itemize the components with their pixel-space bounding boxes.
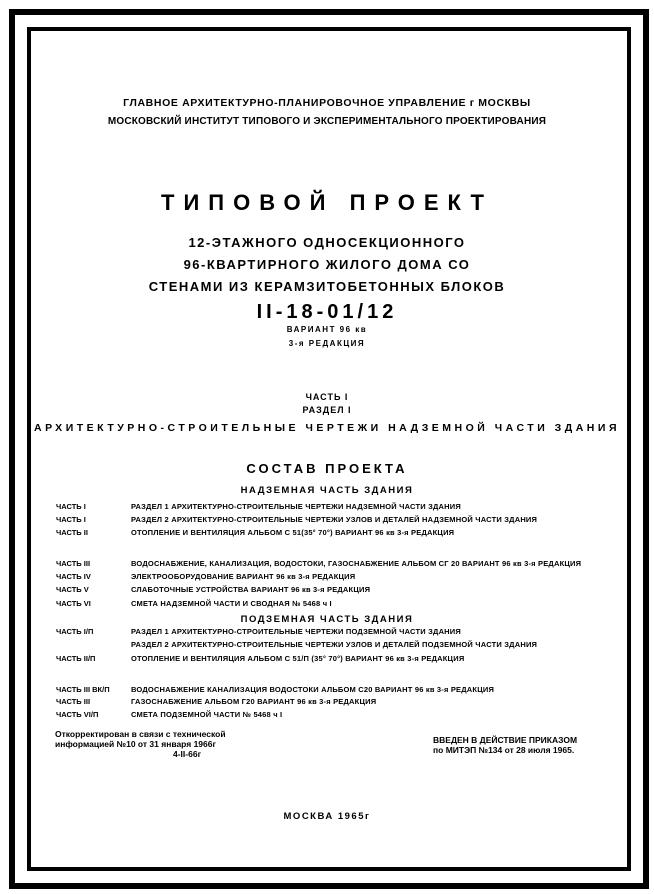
title-sub-2: 96-КВАРТИРНОГО ЖИЛОГО ДОМА СО: [183, 257, 471, 272]
above-ground-title: НАДЗЕМНАЯ ЧАСТЬ ЗДАНИЯ: [240, 485, 414, 496]
composition-row-text: РАЗДЕЛ 2 АРХИТЕКТУРНО-СТРОИТЕЛЬНЫЕ ЧЕРТЕЖИ УЗЛОВ И ДЕТАЛЕЙ НАДЗЕМНОЙ ЧАСТИ ЗДАНИЯ: [131, 515, 538, 524]
correction-note-line-2: информацией №10 от 31 января 1966г: [55, 738, 217, 749]
project-code: II-18-01/12: [256, 301, 398, 323]
composition-row-text: СМЕТА НАДЗЕМНОЙ ЧАСТИ И СВОДНАЯ № 5468 ч I: [131, 599, 332, 608]
footer-city-year: МОСКВА 1965г: [283, 811, 371, 822]
composition-row-label: ЧАСТЬ VI/П: [56, 710, 99, 719]
correction-note: [55, 730, 226, 759]
title-sub-3: СТЕНАМИ ИЗ КЕРАМЗИТОБЕТОННЫХ БЛОКОВ: [148, 279, 506, 294]
part-title: АРХИТЕКТУРНО-СТРОИТЕЛЬНЫЕ ЧЕРТЕЖИ НАДЗЕМНОЙ ЧАСТИ ЗДАНИЯ: [34, 422, 620, 434]
composition-row-label: ЧАСТЬ I: [56, 502, 86, 511]
composition-row-text: РАЗДЕЛ 2 АРХИТЕКТУРНО-СТРОИТЕЛЬНЫЕ ЧЕРТЕЖИ УЗЛОВ И ДЕТАЛЕЙ ПОДЗЕМНОЙ ЧАСТИ ЗДАНИЯ: [131, 640, 538, 649]
composition-row-text: СЛАБОТОЧНЫЕ УСТРОЙСТВА ВАРИАНТ 96 кв 3-я РЕДАКЦИЯ: [131, 585, 371, 594]
composition-row-label: ЧАСТЬ II: [56, 528, 88, 537]
composition-row-label: ЧАСТЬ III ВК/П: [56, 685, 110, 694]
composition-row-label: ЧАСТЬ I: [56, 515, 86, 524]
composition-row-text: ОТОПЛЕНИЕ И ВЕНТИЛЯЦИЯ АЛЬБОМ С 51/П (35° 70°) ВАРИАНТ 96 кв 3-я РЕДАКЦИЯ: [131, 654, 465, 663]
title-sub-1: 12-ЭТАЖНОГО ОДНОСЕКЦИОННОГО: [188, 235, 466, 250]
correction-note-date: 4-II-66г: [173, 748, 202, 759]
correction-note-line-1: Откорректирован в связи с технической: [55, 729, 226, 739]
composition-row-text: РАЗДЕЛ 1 АРХИТЕКТУРНО-СТРОИТЕЛЬНЫЕ ЧЕРТЕЖИ ПОДЗЕМНОЙ ЧАСТИ ЗДАНИЯ: [131, 627, 461, 636]
underground-title: ПОДЗЕМНАЯ ЧАСТЬ ЗДАНИЯ: [240, 614, 414, 625]
header-line-2: МОСКОВСКИЙ ИНСТИТУТ ТИПОВОГО И ЭКСПЕРИМЕНТАЛЬНОГО ПРОЕКТИРОВАНИЯ: [107, 116, 547, 127]
composition-row-label: ЧАСТЬ III: [56, 559, 91, 568]
composition-row-text: РАЗДЕЛ 1 АРХИТЕКТУРНО-СТРОИТЕЛЬНЫЕ ЧЕРТЕЖИ НАДЗЕМНОЙ ЧАСТИ ЗДАНИЯ: [131, 502, 461, 511]
composition-row-text: ВОДОСНАБЖЕНИЕ, КАНАЛИЗАЦИЯ, ВОДОСТОКИ, ГАЗОСНАБЖЕНИЕ АЛЬБОМ СГ 20 ВАРИАНТ 96 кв 3-я РЕДАКЦИЯ: [131, 559, 582, 568]
composition-row-text: ОТОПЛЕНИЕ И ВЕНТИЛЯЦИЯ АЛЬБОМ С 51(35° 70°) ВАРИАНТ 96 кв 3-я РЕДАКЦИЯ: [131, 528, 455, 537]
edition-label: 3-я РЕДАКЦИЯ: [288, 339, 366, 348]
order-note-line-2: по МИТЭП №134 от 28 июля 1965.: [433, 744, 575, 755]
order-note: [433, 736, 577, 756]
composition-row-text: ГАЗОСНАБЖЕНИЕ АЛЬБОМ Г20 ВАРИАНТ 96 кв 3-я РЕДАКЦИЯ: [131, 697, 377, 706]
composition-row-label: ЧАСТЬ VI: [56, 599, 91, 608]
composition-row-label: ЧАСТЬ III: [56, 697, 91, 706]
composition-row-text: ВОДОСНАБЖЕНИЕ КАНАЛИЗАЦИЯ ВОДОСТОКИ АЛЬБОМ С20 ВАРИАНТ 96 кв 3-я РЕДАКЦИЯ: [131, 685, 495, 694]
composition-row-label: ЧАСТЬ II/П: [56, 654, 96, 663]
document-title: ТИПОВОЙ ПРОЕКТ: [161, 190, 493, 215]
header-line-1: ГЛАВНОЕ АРХИТЕКТУРНО-ПЛАНИРОВОЧНОЕ УПРАВЛЕНИЕ г МОСКВЫ: [123, 98, 531, 109]
part-label: ЧАСТЬ I: [305, 392, 349, 402]
composition-row-text: ЭЛЕКТРООБОРУДОВАНИЕ ВАРИАНТ 96 кв 3-я РЕДАКЦИЯ: [131, 572, 356, 581]
section-label: РАЗДЕЛ I: [302, 405, 352, 415]
composition-title: СОСТАВ ПРОЕКТА: [246, 461, 408, 476]
composition-row-label: ЧАСТЬ IV: [56, 572, 91, 581]
composition-row-text: СМЕТА ПОДЗЕМНОЙ ЧАСТИ № 5468 ч I: [131, 710, 283, 719]
variant-label: ВАРИАНТ 96 кв: [286, 325, 368, 334]
order-note-line-1: ВВЕДЕН В ДЕЙСТВИЕ ПРИКАЗОМ: [433, 735, 578, 745]
composition-row-label: ЧАСТЬ I/П: [56, 627, 94, 636]
composition-row-label: ЧАСТЬ V: [56, 585, 89, 594]
